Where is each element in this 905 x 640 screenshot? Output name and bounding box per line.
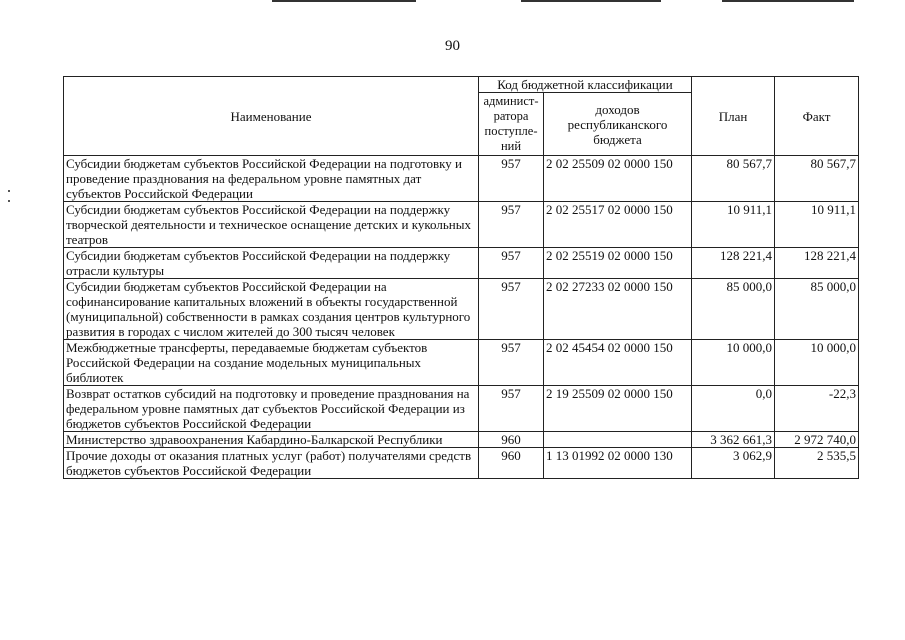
top-rule-right	[722, 0, 854, 2]
row-revenue-code: 2 02 25509 02 0000 150	[544, 156, 692, 202]
header-row-top	[64, 77, 859, 93]
row-admin-code: 957	[479, 279, 544, 340]
table-row	[64, 340, 859, 386]
row-fact: 2 535,5	[775, 448, 859, 479]
header-plan: План	[692, 77, 775, 156]
row-admin-code: 957	[479, 202, 544, 248]
top-rule-middle	[521, 0, 661, 2]
row-admin-code: 957	[479, 156, 544, 202]
row-name: Межбюджетные трансферты, передаваемые бюджетам субъектов Российской Федерации на создание модельных муниципальных библиотек	[64, 340, 479, 386]
header-fact: Факт	[775, 77, 859, 156]
row-fact: 85 000,0	[775, 279, 859, 340]
table-row	[64, 279, 859, 340]
table-row	[64, 386, 859, 432]
row-plan: 10 911,1	[692, 202, 775, 248]
row-fact: 10 000,0	[775, 340, 859, 386]
row-name: Возврат остатков субсидий на подготовку и проведение празднования на федеральном уровне памятных дат субъектов Российской Федерации из бюджетов субъектов Российской Федерации	[64, 386, 479, 432]
row-admin-code: 960	[479, 448, 544, 479]
row-fact: 80 567,7	[775, 156, 859, 202]
row-name: Субсидии бюджетам субъектов Российской Федерации на поддержку отрасли культуры	[64, 248, 479, 279]
row-revenue-code: 2 02 25517 02 0000 150	[544, 202, 692, 248]
row-fact: 10 911,1	[775, 202, 859, 248]
top-rule-left	[272, 0, 416, 2]
row-revenue-code: 1 13 01992 02 0000 130	[544, 448, 692, 479]
table-row	[64, 248, 859, 279]
row-name: Прочие доходы от оказания платных услуг (работ) получателями средств бюджетов субъектов Российской Федерации	[64, 448, 479, 479]
row-revenue-code: 2 19 25509 02 0000 150	[544, 386, 692, 432]
row-admin-code: 957	[479, 340, 544, 386]
scan-speck	[8, 200, 10, 202]
row-name: Министерство здравоохранения Кабардино-Балкарской Республики	[64, 432, 479, 448]
header-administrator: админист-ратора поступле-ний	[479, 93, 544, 156]
row-plan: 80 567,7	[692, 156, 775, 202]
header-revenue: доходов республиканского бюджета	[544, 93, 692, 156]
row-name: Субсидии бюджетам субъектов Российской Федерации на софинансирование капитальных вложений в объекты государственной (муниципальной) собственности в рамках создания центров культурного развития в городах с числом жителей до 300 тысяч человек	[64, 279, 479, 340]
row-name: Субсидии бюджетам субъектов Российской Федерации на поддержку творческой деятельности и техническое оснащение детских и кукольных театров	[64, 202, 479, 248]
row-plan: 85 000,0	[692, 279, 775, 340]
table-row	[64, 156, 859, 202]
scan-speck	[8, 190, 10, 192]
row-admin-code: 960	[479, 432, 544, 448]
header-code-group: Код бюджетной классификации	[479, 77, 692, 93]
row-plan: 0,0	[692, 386, 775, 432]
budget-table	[63, 76, 859, 479]
row-revenue-code: 2 02 45454 02 0000 150	[544, 340, 692, 386]
header-name: Наименование	[64, 77, 479, 156]
row-fact: -22,3	[775, 386, 859, 432]
row-revenue-code	[544, 432, 692, 448]
row-fact: 128 221,4	[775, 248, 859, 279]
row-revenue-code: 2 02 25519 02 0000 150	[544, 248, 692, 279]
table-row	[64, 432, 859, 448]
row-admin-code: 957	[479, 386, 544, 432]
row-name: Субсидии бюджетам субъектов Российской Федерации на подготовку и проведение празднования на федеральном уровне памятных дат субъектов Российской Федерации	[64, 156, 479, 202]
row-plan: 3 362 661,3	[692, 432, 775, 448]
row-revenue-code: 2 02 27233 02 0000 150	[544, 279, 692, 340]
table-row	[64, 448, 859, 479]
row-admin-code: 957	[479, 248, 544, 279]
table-row	[64, 202, 859, 248]
row-plan: 128 221,4	[692, 248, 775, 279]
row-plan: 10 000,0	[692, 340, 775, 386]
row-plan: 3 062,9	[692, 448, 775, 479]
page-number: 90	[445, 38, 460, 54]
row-fact: 2 972 740,0	[775, 432, 859, 448]
